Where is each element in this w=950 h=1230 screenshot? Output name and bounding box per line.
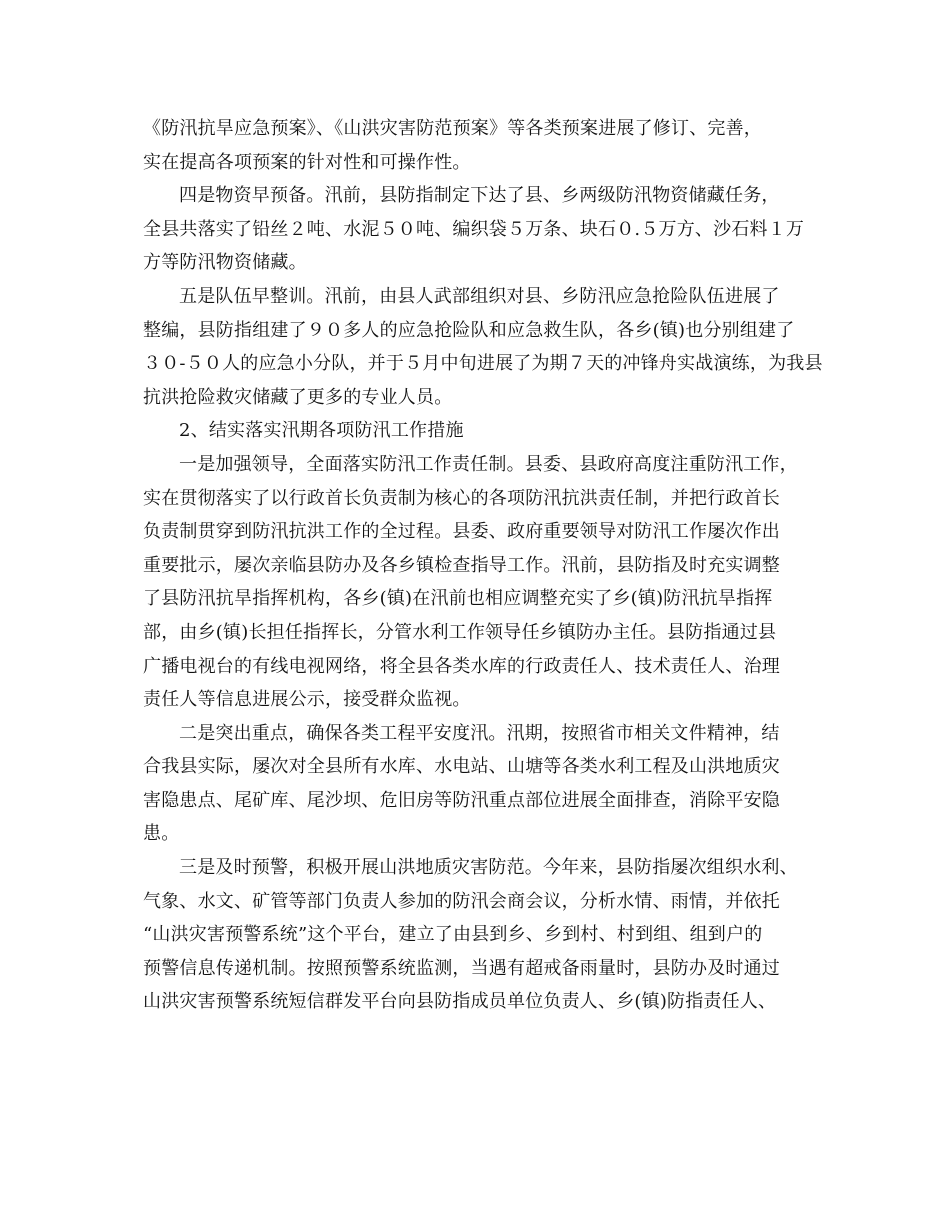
text-line: 责任人等信息进展公示，接受群众监视。 bbox=[143, 689, 471, 711]
text-line: 《防汛抗旱应急预案》、《山洪灾害防范预案》等各类预案进展了修订、完善， bbox=[143, 118, 762, 139]
paragraph-p7 bbox=[143, 851, 813, 1019]
paragraph-p6 bbox=[143, 717, 813, 851]
text-line: 实在提高各项预案的针对性和可操作性。 bbox=[143, 151, 471, 173]
paragraph-p5 bbox=[143, 448, 813, 717]
text-line: 预警信息传递机制。按照预警系统监测，当遇有超戒备雨量时，县防办及时通过 bbox=[143, 957, 780, 979]
text-line: 部，由乡(镇)长担任指挥长，分管水利工作领导任乡镇防办主任。县防指通过县 bbox=[143, 621, 777, 643]
paragraph-p2 bbox=[143, 179, 813, 280]
text-line: 患。 bbox=[143, 823, 180, 845]
paragraph-p1 bbox=[143, 112, 813, 179]
text-line: 一是加强领导，全面落实防汛工作责任制。县委、县政府高度注重防汛工作， bbox=[179, 453, 798, 475]
text-line: ３０-５０人的应急小分队，并于５月中旬进展了为期７天的冲锋舟实战演练，为我县 bbox=[143, 353, 823, 375]
paragraph-p3 bbox=[143, 280, 823, 414]
paragraph-p4 bbox=[143, 414, 813, 448]
text-line: 全县共落实了铅丝２吨、水泥５０吨、编织袋５万条、块石０.５万方、沙石料１万 bbox=[143, 218, 805, 240]
text-line: 山洪灾害预警系统短信群发平台向县防指成员单位负责人、乡(镇)防指责任人、 bbox=[143, 991, 777, 1013]
text-line: 广播电视台的有线电视网络，将全县各类水库的行政责任人、技术责任人、治理 bbox=[143, 655, 780, 677]
text-line: 实在贯彻落实了以行政首长负责制为核心的各项防汛抗洪责任制，并把行政首长 bbox=[143, 487, 780, 509]
text-line: 四是物资早预备。汛前，县防指制定下达了县、乡两级防汛物资储藏任务， bbox=[179, 185, 780, 207]
text-line: 三是及时预警，积极开展山洪地质灾害防范。今年来，县防指屡次组织水利、 bbox=[179, 857, 798, 879]
text-line: 方等防汛物资储藏。 bbox=[143, 252, 307, 274]
section-heading: 2、结实落实汛期各项防汛工作措施 bbox=[179, 420, 464, 442]
text-line: 抗洪抢险救灾储藏了更多的专业人员。 bbox=[143, 386, 453, 408]
text-line: 负责制贯穿到防汛抗洪工作的全过程。县委、政府重要领导对防汛工作屡次作出 bbox=[143, 521, 780, 543]
text-line: 二是突出重点，确保各类工程平安度汛。汛期，按照省市相关文件精神，结 bbox=[179, 722, 780, 744]
document-body bbox=[143, 112, 823, 1019]
text-line: 整编，县防指组建了９０多人的应急抢险队和应急救生队，各乡(镇)也分别组建了 bbox=[143, 319, 795, 341]
text-line: “山洪灾害预警系统”这个平台，建立了由县到乡、乡到村、村到组、组到户的 bbox=[143, 924, 763, 946]
text-line: 五是队伍早整训。汛前，由县人武部组织对县、乡防汛应急抢险队伍进展了 bbox=[179, 285, 780, 307]
text-line: 了县防汛抗旱指挥机构，各乡(镇)在汛前也相应调整充实了乡(镇)防汛抗旱指挥 bbox=[143, 588, 773, 610]
text-line: 合我县实际，屡次对全县所有水库、水电站、山塘等各类水利工程及山洪地质灾 bbox=[143, 756, 780, 778]
text-line: 气象、水文、矿管等部门负责人参加的防汛会商会议，分析水情、雨情，并依托 bbox=[143, 890, 780, 912]
text-line: 重要批示，屡次亲临县防办及各乡镇检查指导工作。汛前，县防指及时充实调整 bbox=[143, 554, 780, 576]
text-line: 害隐患点、尾矿库、尾沙坝、危旧房等防汛重点部位进展全面排查，消除平安隐 bbox=[143, 789, 780, 811]
